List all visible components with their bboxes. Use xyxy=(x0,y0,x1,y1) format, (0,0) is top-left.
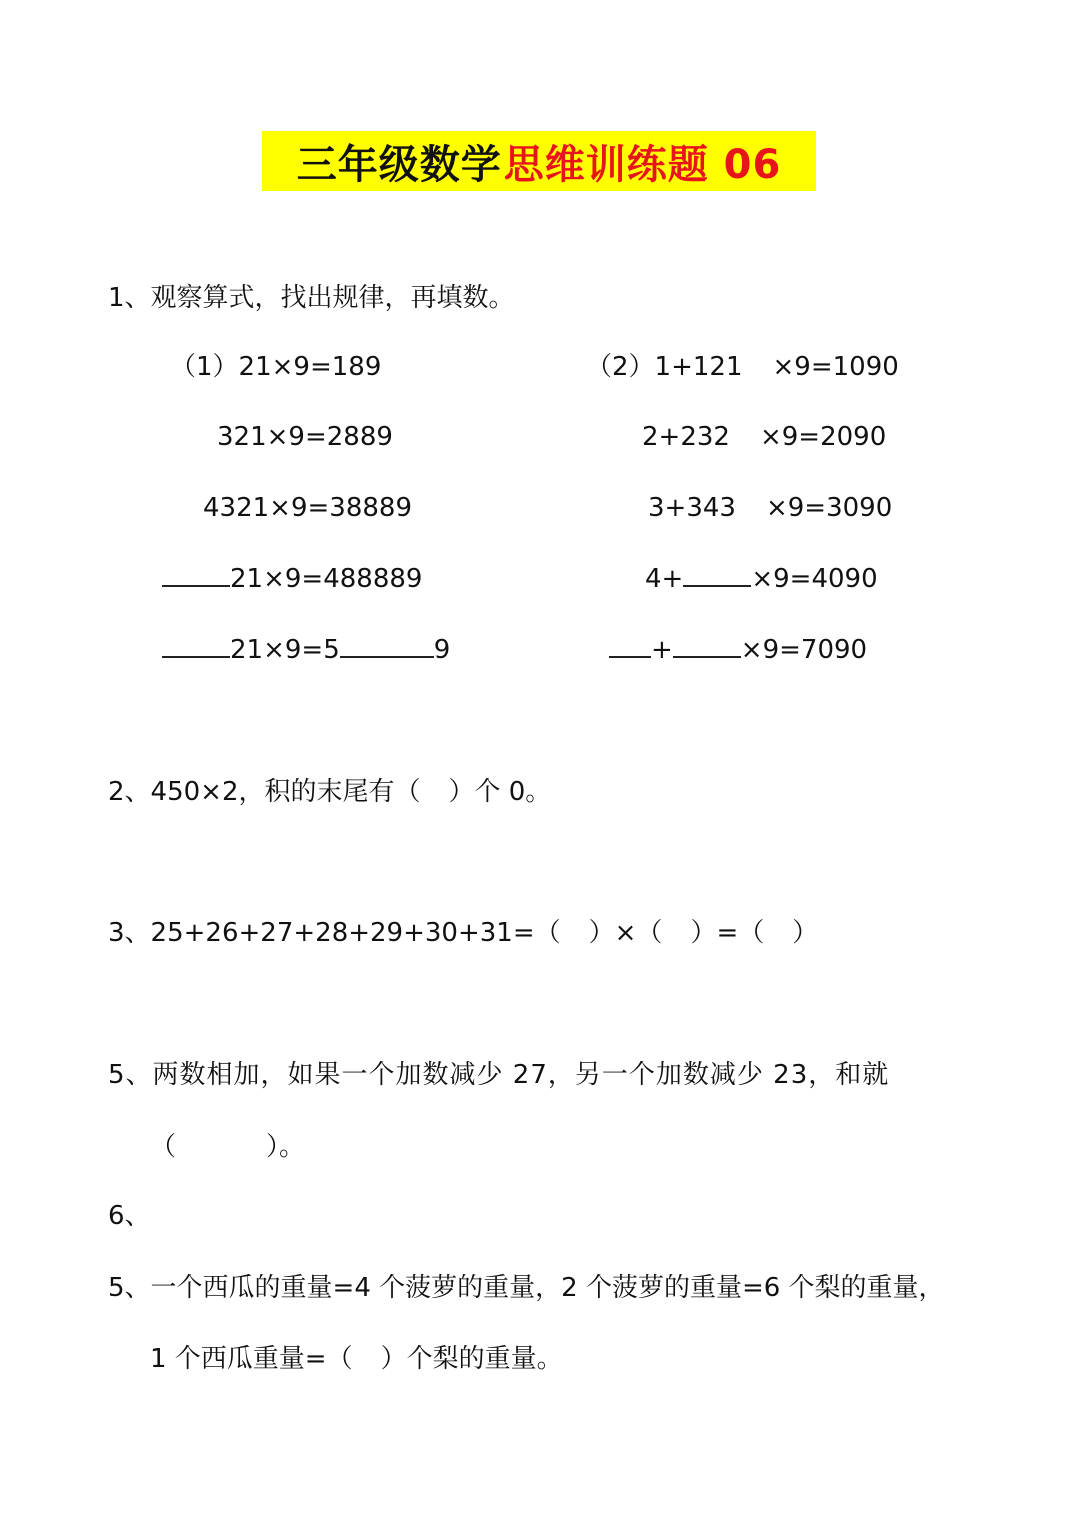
q1-left-expr-1: 21×9=189 xyxy=(238,352,382,382)
q1-right-row-4 xyxy=(645,563,878,595)
q1-right-expr-2b: ×9=2090 xyxy=(759,422,887,452)
q3-text-c: ）=（ xyxy=(690,918,765,948)
q1-left-expr-5a: 21×9=5 xyxy=(230,635,340,665)
q5b-text-b: ）个梨的重量。 xyxy=(380,1344,563,1374)
q1-right-row-2 xyxy=(642,421,886,453)
q5a-text-b: ）。 xyxy=(266,1132,306,1162)
q1-left-expr-5b: 9 xyxy=(433,635,451,665)
q1-left-row-1 xyxy=(170,351,381,383)
q3-text-b: ）×（ xyxy=(588,918,663,948)
title-part-2: 思维训练题 06 xyxy=(503,141,782,188)
q1-left-row-2: 321×9=2889 xyxy=(217,422,393,452)
q2-text-b: ）个 0。 xyxy=(448,777,552,807)
q1-right-expr-1b: ×9=1090 xyxy=(772,352,899,382)
q5a-text-a: （ xyxy=(150,1132,177,1162)
q1-right-expr-3a: 3+343 xyxy=(648,493,736,523)
question-5b-line-2 xyxy=(150,1343,563,1375)
question-6-label: 6、 xyxy=(108,1201,151,1231)
q1-left-row-5 xyxy=(162,634,450,666)
q1-right-row-1 xyxy=(586,351,899,383)
answer-blank[interactable] xyxy=(683,563,751,587)
answer-blank[interactable] xyxy=(162,563,230,587)
q1-right-expr-1a: 1+121 xyxy=(654,352,743,382)
q1-right-expr-5a: + xyxy=(651,635,673,665)
question-2 xyxy=(108,776,551,808)
q1-left-row-4 xyxy=(162,563,422,595)
q1-left-label: （1） xyxy=(170,352,239,382)
title-part-1: 三年级数学 xyxy=(296,141,502,188)
q1-right-expr-4a: 4+ xyxy=(645,564,684,594)
q5b-text-a: 1 个西瓜重量=（ xyxy=(150,1344,353,1374)
answer-blank[interactable] xyxy=(340,634,434,658)
answer-blank[interactable] xyxy=(162,634,230,658)
q3-text-a: 3、25+26+27+28+29+30+31=（ xyxy=(108,918,561,948)
question-5b-line-1: 5、一个西瓜的重量=4 个菠萝的重量，2 个菠萝的重量=6 个梨的重量， xyxy=(108,1273,945,1303)
q1-right-row-5 xyxy=(609,634,867,666)
q1-left-row-3: 4321×9=38889 xyxy=(203,493,412,523)
answer-blank[interactable] xyxy=(673,634,741,658)
q1-right-row-3 xyxy=(648,492,892,524)
q1-right-label: （2） xyxy=(586,352,655,382)
question-3 xyxy=(108,917,818,949)
question-1-prompt: 1、观察算式，找出规律，再填数。 xyxy=(108,283,515,313)
answer-blank[interactable] xyxy=(609,634,651,658)
q2-text-a: 2、450×2，积的末尾有（ xyxy=(108,777,421,807)
page-title xyxy=(262,131,816,191)
q1-right-expr-3b: ×9=3090 xyxy=(765,493,893,523)
q1-right-expr-4b: ×9=4090 xyxy=(751,564,878,594)
q1-right-expr-5b: ×9=7090 xyxy=(740,635,868,665)
question-5a-line-1: 5、两数相加，如果一个加数减少 27，另一个加数减少 23，和就 xyxy=(108,1060,890,1090)
q3-text-d: ） xyxy=(792,918,819,948)
question-5a-line-2 xyxy=(150,1131,305,1163)
q1-right-expr-2a: 2+232 xyxy=(642,422,730,452)
q1-left-expr-4: 21×9=488889 xyxy=(230,564,423,594)
